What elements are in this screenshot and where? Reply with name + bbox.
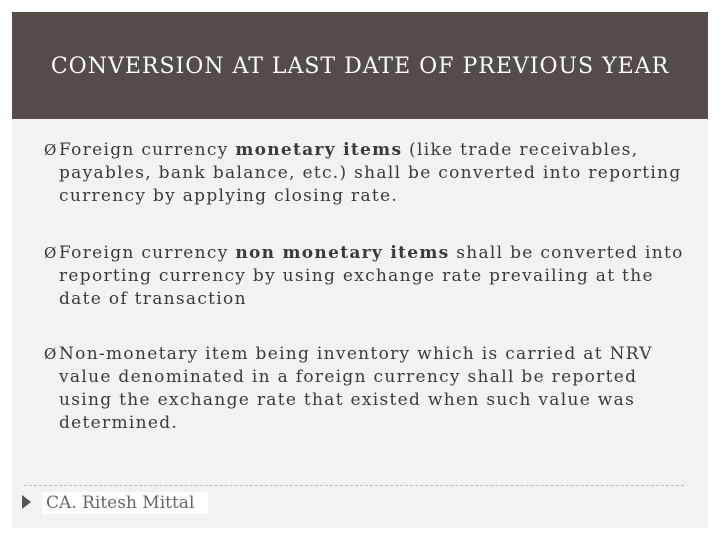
bullet-monetary-items (44, 139, 690, 208)
bullet-text-after: shall be converted into reporting currency by using exchange rate prevailing at the date of transaction (59, 243, 684, 309)
bullet-arrow-icon: Ø (44, 345, 58, 363)
author-name: CA. Ritesh Mittal (42, 492, 208, 514)
bullet-non-monetary-items (44, 242, 690, 311)
slide (12, 12, 708, 528)
bullet-inventory (44, 343, 690, 435)
bullet-list (44, 139, 690, 469)
slide-title: CONVERSION AT LAST DATE OF PREVIOUS YEAR (50, 54, 670, 79)
bullet-bold-text: non monetary items (235, 243, 450, 263)
bullet-text-before: Foreign currency (59, 243, 236, 263)
bullet-text-after: (like trade receivables, payables, bank balance, etc.) shall be converted into reporting currency by applying closing rate. (59, 140, 682, 206)
bullet-arrow-icon: Ø (44, 244, 58, 262)
bullet-bold-text: monetary items (235, 140, 403, 160)
bullet-arrow-icon: Ø (44, 141, 58, 159)
footer (0, 492, 220, 514)
triangle-right-icon (22, 495, 31, 509)
bullet-text-before: Foreign currency (59, 140, 236, 160)
bullet-text: Non-monetary item being inventory which is carried at NRV value denominated in a foreign currency shall be reported using the exchange rate that existed when such value was determined. (59, 344, 653, 433)
title-bar (12, 12, 708, 119)
footer-divider (24, 485, 684, 486)
